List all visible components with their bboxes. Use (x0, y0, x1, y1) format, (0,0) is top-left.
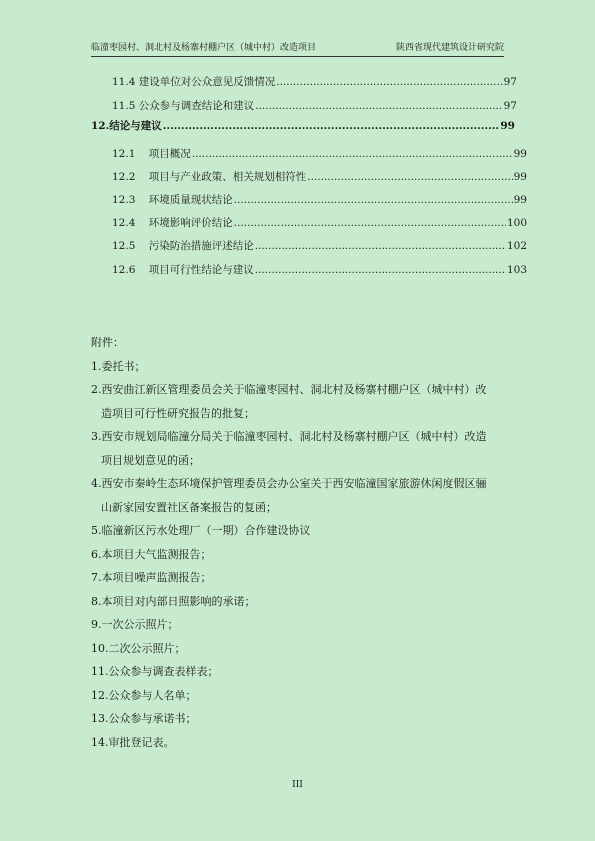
attachment-item-continuation: 山新家园安置社区备案报告的复函； (101, 500, 277, 514)
toc-entry-title: 项目概况 (148, 148, 191, 160)
attachment-item: 1.委托书； (91, 359, 146, 373)
toc-entry-page: 102 (506, 240, 527, 252)
attachment-item: 13.公众参与承诺书； (91, 712, 197, 725)
toc-entry-title: 项目与产业政策、相关规划相符性 (148, 171, 307, 183)
toc-entry[interactable] (0, 261, 595, 279)
header-project-title: 临潼枣园村、洞北村及杨寨村棚户区（城中村）改造项目 (91, 43, 317, 53)
toc-leader-dots (255, 97, 502, 115)
toc-entry-number: 11.4 (112, 76, 136, 88)
toc-leader-dots (307, 168, 512, 186)
attachment-item: 8.本项目对内部日照影响的承诺； (91, 594, 256, 608)
toc-entry-number: 12.2 (112, 171, 136, 183)
attachments-section (91, 331, 511, 754)
toc-leader-dots (163, 117, 500, 135)
toc-leader-dots (255, 261, 506, 279)
attachment-item: 14.审批登记表。 (91, 735, 175, 749)
toc-entry-number: 12.3 (112, 194, 136, 206)
attachment-item: 11.公众参与调查表样表； (91, 665, 219, 678)
toc-entry-page: 97 (503, 100, 517, 112)
attachment-item: 12.公众参与人名单； (91, 688, 197, 702)
toc-entry[interactable] (0, 168, 595, 186)
toc-entry-title: 项目可行性结论与建议 (148, 264, 254, 276)
toc-entry-page: 100 (506, 217, 527, 229)
page-header (91, 40, 504, 57)
toc-entry-page: 99 (500, 120, 515, 132)
toc-entry[interactable] (0, 145, 595, 163)
toc-entry[interactable] (0, 97, 595, 115)
toc-entry[interactable] (0, 73, 595, 91)
attachment-item: 5.临潼新区污水处理厂（一期）合作建设协议 (91, 524, 311, 537)
toc-entry[interactable] (0, 191, 595, 209)
toc-entry-number: 12.1 (112, 148, 136, 160)
toc-leader-dots (234, 214, 506, 232)
attachment-item: 9.一次公示照片； (91, 618, 179, 631)
toc-entry-page: 99 (513, 148, 527, 160)
attachment-item: 2.西安曲江新区管理委员会关于临潼枣园村、洞北村及杨寨村棚户区（城中村）改 (91, 383, 487, 396)
toc-entry-page: 103 (506, 264, 527, 276)
toc-entry-number: 12.4 (112, 217, 136, 229)
toc-entry-page: 99 (513, 171, 527, 183)
attachment-item: 6.本项目大气监测报告； (91, 547, 212, 561)
toc-entry-number: 12.6 (112, 264, 136, 276)
attachment-item-continuation: 项目规划意见的函； (101, 453, 200, 467)
attachments-heading: 附件： (91, 336, 124, 349)
toc-entry-number: 11.5 (112, 100, 136, 112)
toc-entry-title: 公众参与调查结论和建议 (138, 100, 255, 112)
toc-leader-dots (255, 237, 506, 255)
toc-entry-title: 环境影响评价结论 (148, 217, 233, 229)
attachment-item-continuation: 造项目可行性研究报告的批复； (101, 406, 255, 420)
toc-chapter-entry[interactable] (0, 117, 595, 135)
toc-leader-dots (192, 145, 513, 163)
attachment-item: 7.本项目噪声监测报告； (91, 571, 212, 584)
toc-entry-title: 结论与建议 (109, 120, 162, 132)
toc-entry-title: 污染防治措施评述结论 (148, 240, 254, 252)
header-institute-name: 陕西省现代建筑设计研究院 (395, 43, 504, 53)
toc-leader-dots (234, 191, 513, 209)
attachment-item: 3.西安市规划局临潼分局关于临潼枣园村、洞北村及杨寨村棚户区（城中村）改造 (91, 430, 487, 443)
page-number: III (292, 780, 303, 790)
toc-entry-page: 99 (513, 194, 527, 206)
attachment-item: 4.西安市秦岭生态环境保护管理委员会办公室关于西安临潼国家旅游休闲度假区骊 (91, 477, 487, 490)
toc-entry-number: 12.5 (112, 240, 136, 252)
toc-entry-number: 12. (91, 120, 110, 132)
toc-entry-title: 建设单位对公众意见反馈情况 (138, 76, 276, 88)
toc-entry[interactable] (0, 214, 595, 232)
toc-entry-page: 97 (503, 76, 517, 88)
toc-entry[interactable] (0, 237, 595, 255)
toc-entry-title: 环境质量现状结论 (148, 194, 233, 206)
toc-leader-dots (276, 73, 502, 91)
attachment-item: 10.二次公示照片； (91, 641, 186, 655)
